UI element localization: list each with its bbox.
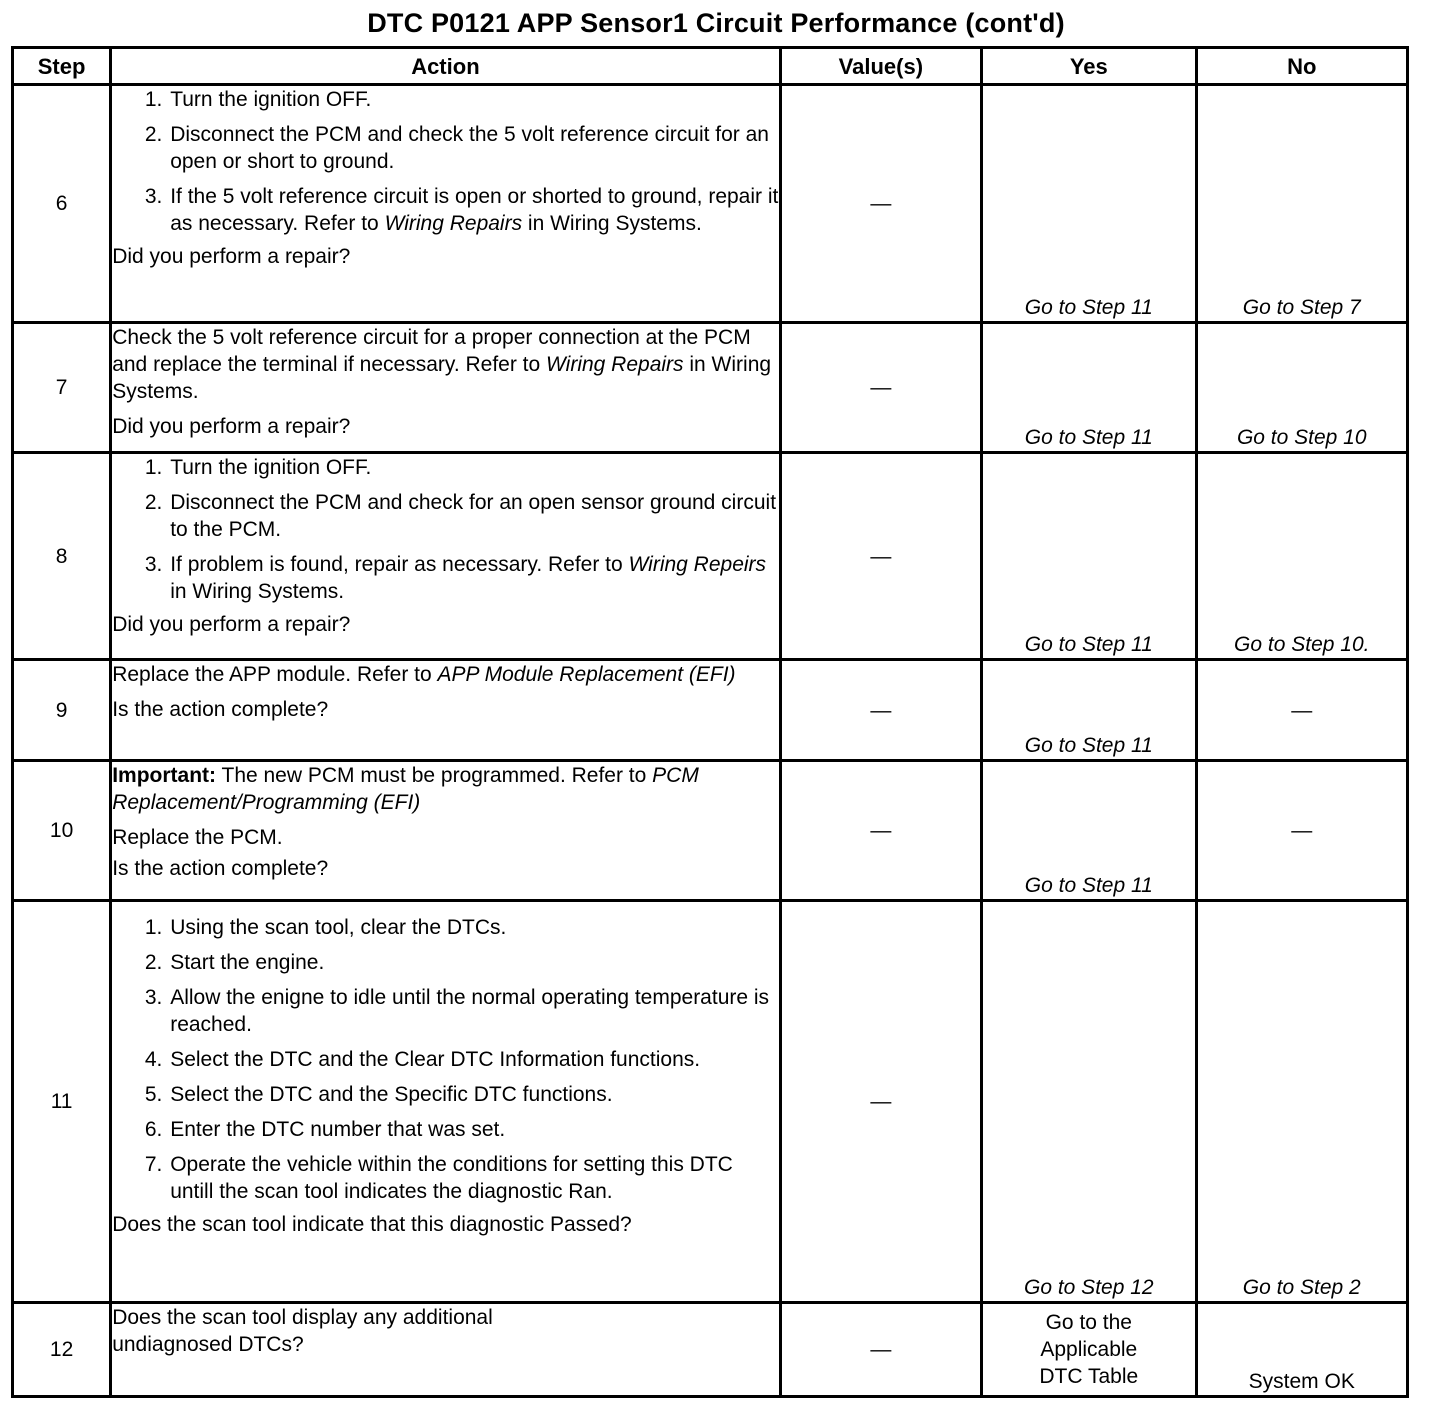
no-cell: — [1196,660,1407,761]
action-question: Did you perform a repair? [112,415,351,438]
table-row-step-6 [13,85,1408,323]
no-cell: Go to Step 10 [1196,323,1407,453]
yes-cell: Go to Step 11 [982,453,1196,660]
yes-cell: Go to Step 11 [982,761,1196,901]
action-text: in Wiring Systems. [112,353,772,403]
action-question: Did you perform a repair? [112,245,351,268]
no-cell: System OK [1196,1303,1407,1397]
action-step [168,551,778,605]
value-cell: — [780,761,981,901]
action-cell [111,323,780,453]
action-step-text: in Wiring Systems. [522,212,702,235]
table-row-step-9 [13,660,1408,761]
action-step: 1. Turn the ignition OFF. [168,86,778,113]
action-cell [111,453,780,660]
no-cell: Go to Step 7 [1196,85,1407,323]
action-step: 6. Enter the DTC number that was set. [168,1116,778,1143]
value-cell: — [780,85,981,323]
table-row-step-10 [13,761,1408,901]
col-header-yes: Yes [982,48,1196,85]
action-cell [111,1303,780,1397]
col-header-values: Value(s) [780,48,981,85]
action-step: 2. Start the engine. [168,949,778,976]
action-steps-list [112,86,778,237]
value-cell: — [780,453,981,660]
reference-link-text: Wiring Repeirs [628,553,767,576]
step-number: 8 [13,453,111,660]
reference-link-text: APP Module Replacement (EFI) [437,663,736,686]
step-number: 12 [13,1303,111,1397]
page-title: DTC P0121 APP Sensor1 Circuit Performance (cont'd) [367,8,1065,38]
reference-link-text: PCM Replacement/Programming (EFI) [112,764,699,814]
action-text: Replace the PCM. [112,826,283,849]
no-cell: — [1196,761,1407,901]
value-cell: — [780,901,981,1303]
step-number: 9 [13,660,111,761]
no-cell: Go to Step 10. [1196,453,1407,660]
action-step [168,183,778,237]
action-step: 3. Allow the enigne to idle until the normal operating temperature is reached. [168,984,778,1038]
action-steps-list [112,914,778,1205]
reference-link-text: Wiring Repairs [384,212,523,235]
yes-cell: Go to Step 11 [982,85,1196,323]
table-row-step-12 [13,1303,1408,1397]
action-step: 1. Using the scan tool, clear the DTCs. [168,914,778,941]
action-cell [111,901,780,1303]
col-header-step: Step [13,48,111,85]
action-step-text: If problem is found, repair as necessary. Refer to [170,553,629,576]
action-step-text: If the 5 volt reference circuit is open or shorted to ground, repair it as necessary. Refer to [170,185,779,235]
col-header-action: Action [111,48,780,85]
step-number: 11 [13,901,111,1303]
action-question: Does the scan tool indicate that this diagnostic Passed? [112,1213,632,1236]
col-header-no: No [1196,48,1407,85]
action-question: Did you perform a repair? [112,613,351,636]
action-step: 1. Turn the ignition OFF. [168,454,778,481]
action-steps-list [112,454,778,605]
reference-link-text: Wiring Repairs [546,353,684,376]
action-step: 2. Disconnect the PCM and check for an open sensor ground circuit to the PCM. [168,489,778,543]
action-step-text: in Wiring Systems. [170,580,345,603]
yes-cell: Go to Step 11 [982,323,1196,453]
yes-cell: Go to the Applicable DTC Table [982,1303,1196,1397]
action-text: Check the 5 volt reference circuit for a proper connection at the PCM and replace the terminal if necessary. Refer to [112,326,751,376]
yes-cell: Go to Step 11 [982,660,1196,761]
table-row-step-8 [13,453,1408,660]
action-text: Replace the APP module. Refer to [112,663,438,686]
action-question: Does the scan tool display any additional undiagnosed DTCs? [112,1306,493,1356]
action-step: 4. Select the DTC and the Clear DTC Information functions. [168,1046,778,1073]
action-cell [111,761,780,901]
action-question: Is the action complete? [112,698,329,721]
value-cell: — [780,660,981,761]
action-cell [111,85,780,323]
action-text: The new PCM must be programmed. Refer to [216,764,653,787]
header-row [13,48,1408,85]
no-cell: Go to Step 2 [1196,901,1407,1303]
yes-cell: Go to Step 12 [982,901,1196,1303]
step-number: 10 [13,761,111,901]
action-cell [111,660,780,761]
value-cell: — [780,1303,981,1397]
table-row-step-11 [13,901,1408,1303]
value-cell: — [780,323,981,453]
action-question: Is the action complete? [112,857,329,880]
step-number: 7 [13,323,111,453]
action-step: 2. Disconnect the PCM and check the 5 volt reference circuit for an open or short to ground. [168,121,778,175]
action-step: 5. Select the DTC and the Specific DTC functions. [168,1081,778,1108]
table-row-step-7 [13,323,1408,453]
important-label: Important: [112,764,217,787]
step-number: 6 [13,85,111,323]
action-step: 7. Operate the vehicle within the conditions for setting this DTC untill the scan tool indicates the diagnostic Ran. [168,1151,778,1205]
dtc-diagnostic-table [11,46,1409,1398]
